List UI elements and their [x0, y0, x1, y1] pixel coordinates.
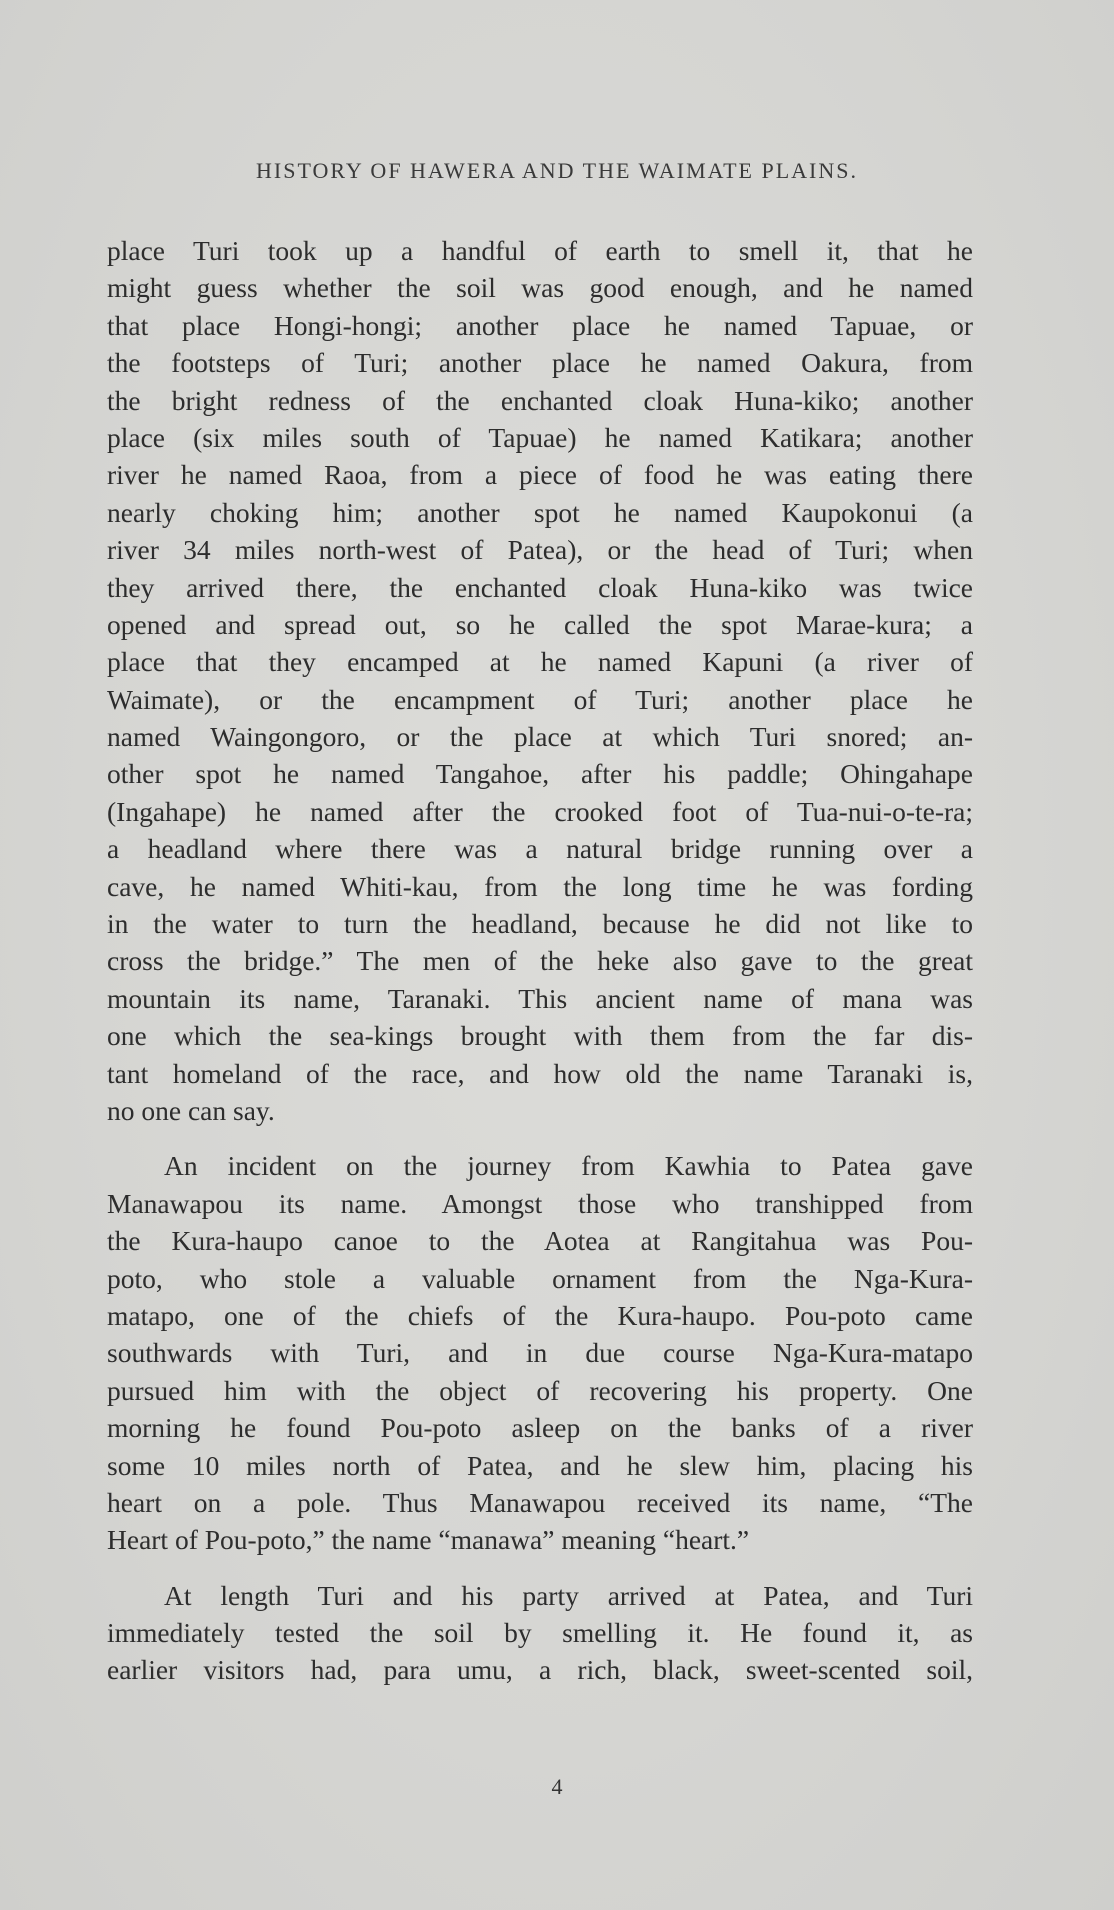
- text-line: that place Hongi-hongi; another place he named Tapuae, or: [107, 309, 973, 341]
- text-line: nearly choking him; another spot he named Kaupokonui (a: [107, 496, 973, 528]
- text-line: the bright redness of the enchanted cloak Huna-kiko; another: [107, 384, 973, 416]
- text-line: place Turi took up a handful of earth to smell it, that he: [107, 235, 973, 266]
- paragraph-3: [107, 1577, 973, 1689]
- text-line: morning he found Pou-poto asleep on the banks of a river: [107, 1412, 973, 1444]
- text-line: some 10 miles north of Patea, and he slew him, placing his: [107, 1449, 973, 1481]
- text-line: At length Turi and his party arrived at Patea, and Turi: [164, 1579, 973, 1611]
- text-line: might guess whether the soil was good enough, and he named: [107, 272, 973, 304]
- text-line: no one can say.: [107, 1094, 275, 1126]
- text-line: pursued him with the object of recovering his property. One: [107, 1374, 973, 1406]
- text-line: mountain its name, Taranaki. This ancient name of mana was: [107, 982, 973, 1014]
- text-line: other spot he named Tangahoe, after his paddle; Ohingahape: [107, 758, 973, 790]
- text-line: river 34 miles north-west of Patea), or the head of Turi; when: [107, 534, 973, 566]
- text-line: cross the bridge.” The men of the heke also gave to the great: [107, 945, 973, 977]
- paragraph-1: [107, 232, 973, 1129]
- text-line: in the water to turn the headland, because he did not like to: [107, 908, 973, 940]
- text-line: earlier visitors had, para umu, a rich, black, sweet-scented soil,: [107, 1654, 973, 1686]
- text-line: Manawapou its name. Amongst those who transhipped from: [107, 1187, 973, 1219]
- text-line: opened and spread out, so he called the spot Marae-kura; a: [107, 608, 973, 640]
- text-line: the Kura-haupo canoe to the Aotea at Rangitahua was Pou-: [107, 1225, 973, 1257]
- text-line: immediately tested the soil by smelling it. He found it, as: [107, 1617, 973, 1649]
- running-head: HISTORY OF HAWERA AND THE WAIMATE PLAINS.: [256, 158, 858, 183]
- text-line: the footsteps of Turi; another place he named Oakura, from: [107, 347, 973, 379]
- text-line: tant homeland of the race, and how old the name Taranaki is,: [107, 1057, 973, 1089]
- paragraph-2: [107, 1147, 973, 1558]
- text-line: they arrived there, the enchanted cloak Huna-kiko was twice: [107, 571, 973, 603]
- text-line: (Ingahape) he named after the crooked foot of Tua-nui-o-te-ra;: [107, 795, 973, 827]
- text-line: heart on a pole. Thus Manawapou received its name, “The: [107, 1486, 973, 1518]
- text-line: matapo, one of the chiefs of the Kura-haupo. Pou-poto came: [107, 1299, 973, 1331]
- text-line: southwards with Turi, and in due course Nga-Kura-matapo: [107, 1337, 973, 1369]
- text-line: named Waingongoro, or the place at which Turi snored; an-: [107, 721, 973, 753]
- page-number: 4: [551, 1774, 563, 1799]
- paragraph-gap: [107, 1559, 973, 1577]
- text-line: An incident on the journey from Kawhia to Patea gave: [164, 1150, 973, 1182]
- text-line: one which the sea-kings brought with them from the far dis-: [107, 1020, 973, 1052]
- body-text: [107, 232, 973, 1689]
- paragraph-gap: [107, 1129, 973, 1147]
- text-line: place (six miles south of Tapuae) he named Katikara; another: [107, 421, 973, 453]
- text-line: Waimate), or the encampment of Turi; another place he: [107, 683, 973, 715]
- text-line: Heart of Pou-poto,” the name “manawa” meaning “heart.”: [107, 1524, 750, 1556]
- text-line: river he named Raoa, from a piece of food he was eating there: [107, 459, 973, 491]
- text-line: a headland where there was a natural bridge running over a: [107, 833, 973, 865]
- text-line: place that they encamped at he named Kapuni (a river of: [107, 646, 973, 678]
- text-line: cave, he named Whiti-kau, from the long time he was fording: [107, 870, 973, 902]
- text-line: poto, who stole a valuable ornament from the Nga-Kura-: [107, 1262, 973, 1294]
